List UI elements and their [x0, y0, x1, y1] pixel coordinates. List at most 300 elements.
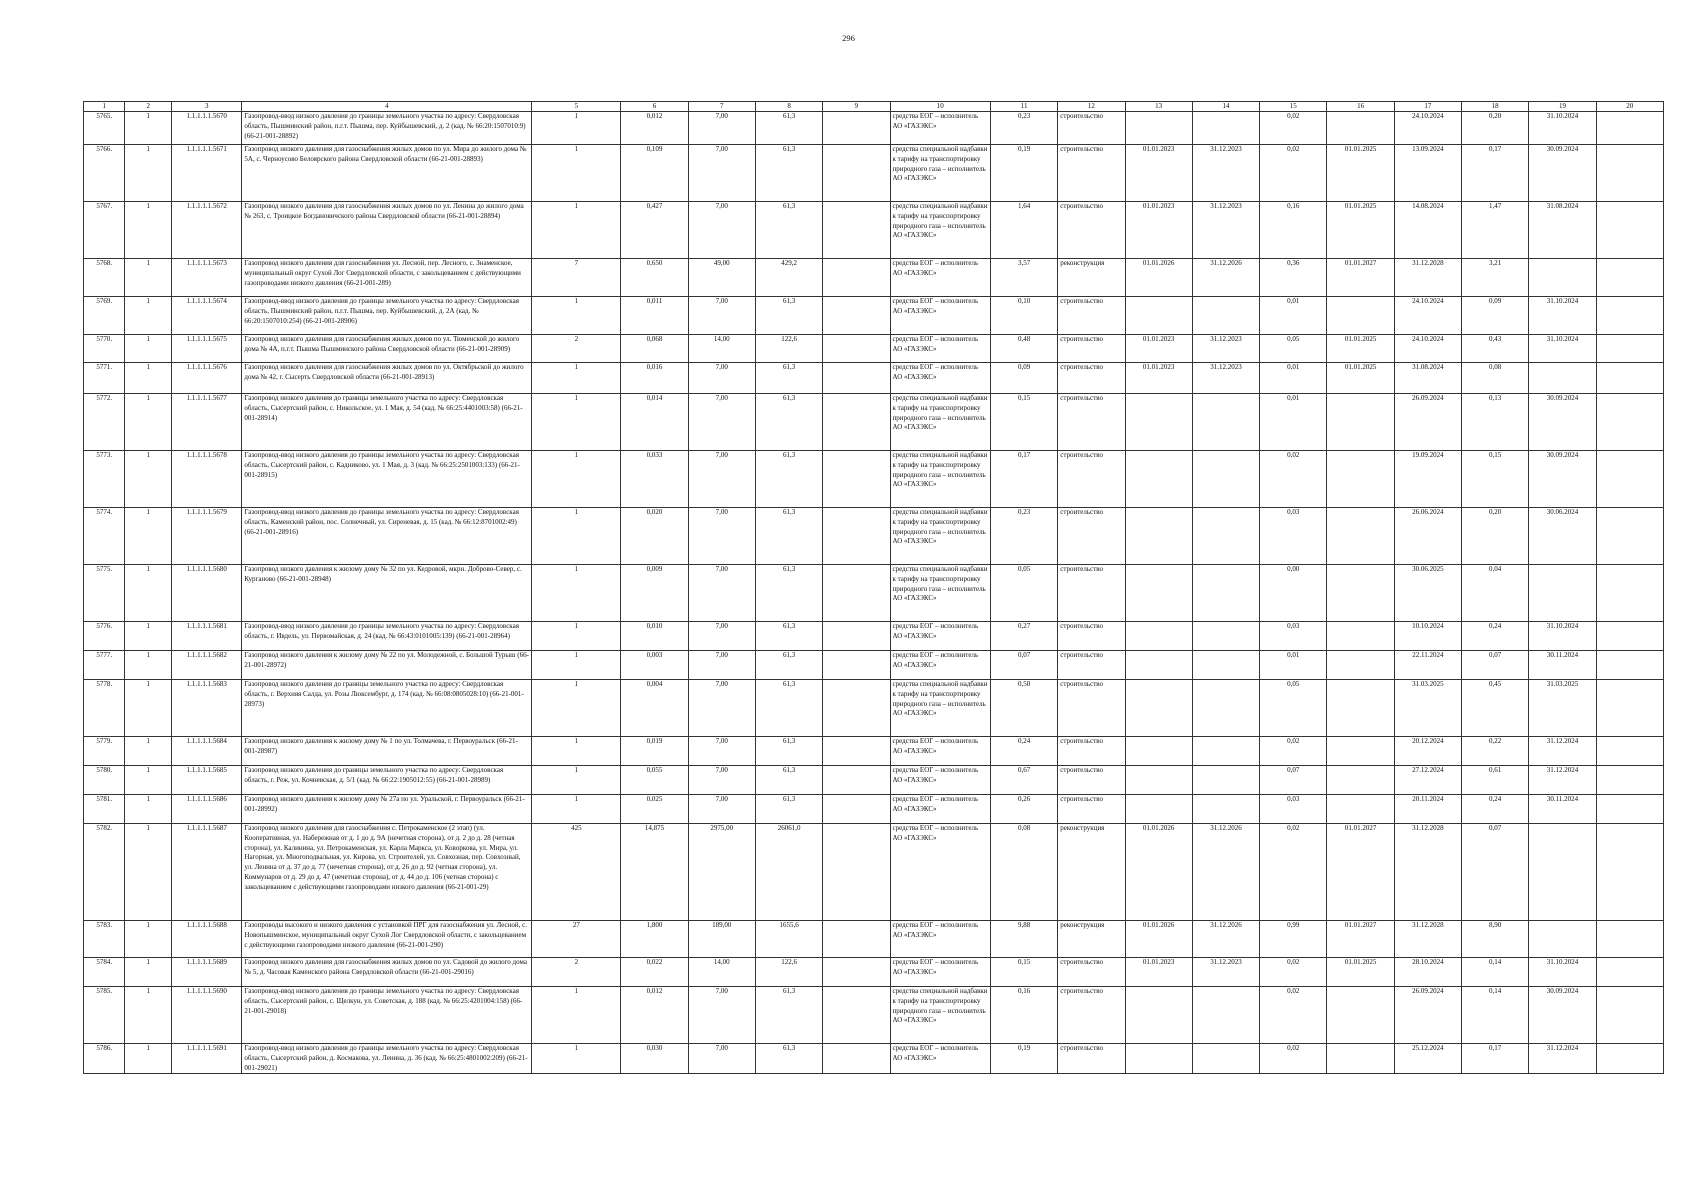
cell-col-10: средства специальной надбавки к тарифу на транспортировку природного газа – исполнитель АО «ГАЗЭКС» — [890, 451, 990, 508]
cell-col-16: 01.01.2025 — [1327, 335, 1394, 363]
cell-col-19 — [1529, 565, 1596, 622]
cell-col-7: 7,00 — [688, 508, 755, 565]
cell-col-16 — [1327, 795, 1394, 824]
cell-col-19: 30.09.2024 — [1529, 451, 1596, 508]
cell-col-9 — [823, 1044, 890, 1074]
cell-col-10: средства ЕОГ – исполнитель АО «ГАЗЭКС» — [890, 363, 990, 394]
cell-col-14 — [1192, 565, 1259, 622]
cell-col-17: 31.12.2028 — [1394, 824, 1461, 921]
cell-col-15: 0,01 — [1260, 651, 1327, 680]
cell-col-5: 1 — [532, 565, 621, 622]
cell-col-9 — [823, 508, 890, 565]
cell-col-16 — [1327, 297, 1394, 335]
cell-col-2: 1 — [125, 766, 172, 795]
cell-col-1: 5777. — [84, 651, 125, 680]
cell-col-5: 1 — [532, 363, 621, 394]
cell-col-4: Газопровод низкого давления для газоснабжения жилых домов по ул. Октябрьской до жилого дома № 42, г. Сысерть Свердловской области (66-21-001-28913) — [242, 363, 532, 394]
cell-col-16 — [1327, 651, 1394, 680]
cell-col-13: 01.01.2023 — [1125, 202, 1192, 259]
cell-col-13: 01.01.2026 — [1125, 824, 1192, 921]
cell-col-11: 0,19 — [990, 145, 1057, 202]
cell-col-1: 5780. — [84, 766, 125, 795]
cell-col-16 — [1327, 987, 1394, 1044]
cell-col-19: 31.03.2025 — [1529, 680, 1596, 737]
cell-col-10: средства специальной надбавки к тарифу на транспортировку природного газа – исполнитель АО «ГАЗЭКС» — [890, 145, 990, 202]
cell-col-8: 61,3 — [755, 1044, 822, 1074]
cell-col-11: 0,23 — [990, 508, 1057, 565]
cell-col-2: 1 — [125, 335, 172, 363]
table-row — [84, 622, 1664, 651]
cell-col-9 — [823, 363, 890, 394]
cell-col-4: Газопровод-ввод низкого давления до границы земельного участка по адресу: Свердловская область, Пышминский район, п.г.т. Пышма, пер. Куйбышевский, д. 2А (кад. № 66:20:1507010:254) (66-21-001-28906) — [242, 297, 532, 335]
cell-col-10: средства специальной надбавки к тарифу на транспортировку природного газа – исполнитель АО «ГАЗЭКС» — [890, 508, 990, 565]
cell-col-19 — [1529, 259, 1596, 297]
cell-col-1: 5766. — [84, 145, 125, 202]
cell-col-11: 0,50 — [990, 680, 1057, 737]
cell-col-9 — [823, 795, 890, 824]
cell-col-8: 122,6 — [755, 958, 822, 987]
cell-col-11: 0,15 — [990, 958, 1057, 987]
cell-col-15: 0,02 — [1260, 824, 1327, 921]
cell-col-7: 7,00 — [688, 565, 755, 622]
cell-col-1: 5783. — [84, 921, 125, 958]
cell-col-4: Газопровод низкого давления для газоснабжения с. Петрокаменское (2 этап) (ул. Кооперативная, ул. Набережная от д. 1 до д. 9А (нечетная сторона), от д. 2 до д. 28 (четная сторона), ул. Калинина, ул. Петрокаменская, ул. Карла Маркса, ул. Коворкова, ул. Мира, ул. Нагорная, ул. Многоподвальная, ул. Кирова, ул. Строителей, ул. Совхозная, пер. Совхозный, ул. Ленина от д. 37 до д. 77 (нечетная сторона), от д. 26 до д. 92 (четная сторона), ул. Коммунаров от д. 29 до д. 47 (нечетная сторона), от д. 44 до д. 106 (четная сторона) с закольцеванием с действующими газопроводами низкого давления (66-21-001-29) — [242, 824, 532, 921]
cell-col-6: 0,109 — [621, 145, 688, 202]
cell-col-1: 5785. — [84, 987, 125, 1044]
cell-col-16 — [1327, 1044, 1394, 1074]
cell-col-16 — [1327, 680, 1394, 737]
cell-col-12: строительство — [1058, 622, 1125, 651]
cell-col-5: 425 — [532, 824, 621, 921]
cell-col-15: 0,02 — [1260, 145, 1327, 202]
cell-col-14 — [1192, 508, 1259, 565]
cell-col-1: 5767. — [84, 202, 125, 259]
cell-col-9 — [823, 145, 890, 202]
cell-col-20 — [1596, 363, 1663, 394]
cell-col-19: 31.12.2024 — [1529, 1044, 1596, 1074]
cell-col-2: 1 — [125, 622, 172, 651]
cell-col-19: 31.10.2024 — [1529, 297, 1596, 335]
column-header-7: 7 — [688, 102, 755, 112]
cell-col-13 — [1125, 394, 1192, 451]
cell-col-2: 1 — [125, 297, 172, 335]
cell-col-8: 61,3 — [755, 508, 822, 565]
cell-col-5: 1 — [532, 795, 621, 824]
cell-col-19: 30.06.2024 — [1529, 508, 1596, 565]
cell-col-10: средства специальной надбавки к тарифу на транспортировку природного газа – исполнитель АО «ГАЗЭКС» — [890, 987, 990, 1044]
cell-col-10: средства ЕОГ – исполнитель АО «ГАЗЭКС» — [890, 112, 990, 145]
cell-col-1: 5778. — [84, 680, 125, 737]
cell-col-18: 3,21 — [1462, 259, 1529, 297]
cell-col-17: 31.12.2028 — [1394, 921, 1461, 958]
cell-col-11: 0,09 — [990, 363, 1057, 394]
cell-col-12: строительство — [1058, 451, 1125, 508]
cell-col-5: 1 — [532, 651, 621, 680]
cell-col-7: 7,00 — [688, 145, 755, 202]
cell-col-20 — [1596, 145, 1663, 202]
cell-col-14 — [1192, 394, 1259, 451]
cell-col-17: 28.10.2024 — [1394, 958, 1461, 987]
cell-col-9 — [823, 112, 890, 145]
cell-col-3: 1.1.1.1.1.5672 — [171, 202, 241, 259]
cell-col-10: средства ЕОГ – исполнитель АО «ГАЗЭКС» — [890, 297, 990, 335]
cell-col-1: 5774. — [84, 508, 125, 565]
cell-col-14: 31.12.2026 — [1192, 921, 1259, 958]
table-row — [84, 680, 1664, 737]
cell-col-4: Газопровод-ввод низкого давления до границы земельного участка по адресу: Свердловская область, Пышминский район, п.г.т. Пышма, пер. Куйбышевский, д. 2 (кад. № 66:20:1507010:9) (66-21-001-28892) — [242, 112, 532, 145]
column-header-3: 3 — [171, 102, 241, 112]
cell-col-17: 31.08.2024 — [1394, 363, 1461, 394]
cell-col-9 — [823, 622, 890, 651]
cell-col-3: 1.1.1.1.1.5686 — [171, 795, 241, 824]
cell-col-11: 0,16 — [990, 987, 1057, 1044]
column-header-5: 5 — [532, 102, 621, 112]
cell-col-17: 10.10.2024 — [1394, 622, 1461, 651]
cell-col-9 — [823, 766, 890, 795]
cell-col-17: 25.12.2024 — [1394, 1044, 1461, 1074]
cell-col-2: 1 — [125, 737, 172, 766]
cell-col-18: 0,20 — [1462, 508, 1529, 565]
cell-col-13 — [1125, 766, 1192, 795]
cell-col-5: 1 — [532, 680, 621, 737]
cell-col-19: 31.10.2024 — [1529, 958, 1596, 987]
cell-col-2: 1 — [125, 508, 172, 565]
cell-col-15: 0,00 — [1260, 565, 1327, 622]
cell-col-8: 61,3 — [755, 202, 822, 259]
cell-col-2: 1 — [125, 680, 172, 737]
cell-col-4: Газопровод-ввод низкого давления до границы земельного участка по адресу: Свердловская область, Сысертский район, с. Щелкун, ул. Советская, д. 188 (кад. № 66:25:4201004:158) (66-21-001-29018) — [242, 987, 532, 1044]
cell-col-6: 0,020 — [621, 508, 688, 565]
cell-col-7: 7,00 — [688, 363, 755, 394]
cell-col-19: 31.10.2024 — [1529, 622, 1596, 651]
column-header-16: 16 — [1327, 102, 1394, 112]
cell-col-9 — [823, 680, 890, 737]
cell-col-8: 429,2 — [755, 259, 822, 297]
cell-col-3: 1.1.1.1.1.5674 — [171, 297, 241, 335]
cell-col-11: 1,64 — [990, 202, 1057, 259]
cell-col-15: 0,16 — [1260, 202, 1327, 259]
table-row — [84, 145, 1664, 202]
cell-col-9 — [823, 737, 890, 766]
cell-col-7: 7,00 — [688, 651, 755, 680]
cell-col-3: 1.1.1.1.1.5689 — [171, 958, 241, 987]
cell-col-3: 1.1.1.1.1.5681 — [171, 622, 241, 651]
cell-col-1: 5782. — [84, 824, 125, 921]
cell-col-13 — [1125, 651, 1192, 680]
cell-col-13 — [1125, 987, 1192, 1044]
column-header-8: 8 — [755, 102, 822, 112]
cell-col-2: 1 — [125, 394, 172, 451]
cell-col-14: 31.12.2023 — [1192, 363, 1259, 394]
cell-col-8: 61,3 — [755, 737, 822, 766]
cell-col-13: 01.01.2026 — [1125, 259, 1192, 297]
cell-col-13 — [1125, 1044, 1192, 1074]
cell-col-20 — [1596, 335, 1663, 363]
cell-col-16 — [1327, 622, 1394, 651]
cell-col-19 — [1529, 363, 1596, 394]
column-number-row — [84, 102, 1664, 112]
cell-col-12: строительство — [1058, 565, 1125, 622]
cell-col-5: 1 — [532, 766, 621, 795]
cell-col-7: 7,00 — [688, 394, 755, 451]
cell-col-2: 1 — [125, 363, 172, 394]
cell-col-15: 0,99 — [1260, 921, 1327, 958]
cell-col-19: 31.10.2024 — [1529, 335, 1596, 363]
cell-col-8: 1655,6 — [755, 921, 822, 958]
cell-col-20 — [1596, 680, 1663, 737]
cell-col-11: 0,19 — [990, 1044, 1057, 1074]
cell-col-13 — [1125, 112, 1192, 145]
cell-col-20 — [1596, 766, 1663, 795]
cell-col-3: 1.1.1.1.1.5685 — [171, 766, 241, 795]
cell-col-5: 1 — [532, 112, 621, 145]
cell-col-4: Газопровод-ввод низкого давления до границы земельного участка по адресу: Свердловская область, Каменский район, пос. Солнечный, ул. Сиреневая, д. 15 (кад. № 66:12:8701002:49) (66-21-001-28916) — [242, 508, 532, 565]
cell-col-6: 0,012 — [621, 112, 688, 145]
cell-col-17: 20.12.2024 — [1394, 737, 1461, 766]
table-row — [84, 202, 1664, 259]
cell-col-3: 1.1.1.1.1.5673 — [171, 259, 241, 297]
cell-col-7: 2975,00 — [688, 824, 755, 921]
table-row — [84, 766, 1664, 795]
cell-col-7: 7,00 — [688, 622, 755, 651]
cell-col-9 — [823, 202, 890, 259]
cell-col-19: 30.11.2024 — [1529, 795, 1596, 824]
cell-col-11: 0,26 — [990, 795, 1057, 824]
cell-col-12: строительство — [1058, 202, 1125, 259]
cell-col-1: 5779. — [84, 737, 125, 766]
cell-col-20 — [1596, 451, 1663, 508]
cell-col-11: 0,24 — [990, 737, 1057, 766]
cell-col-14 — [1192, 451, 1259, 508]
cell-col-18: 0,13 — [1462, 394, 1529, 451]
cell-col-2: 1 — [125, 1044, 172, 1074]
cell-col-9 — [823, 565, 890, 622]
cell-col-13: 01.01.2023 — [1125, 145, 1192, 202]
cell-col-4: Газопровод низкого давления до границы земельного участка по адресу: Свердловская область, Сысертский район, с. Никольское, ул. 1 Мая, д. 54 (кад. № 66:25:4401003:58) (66-21-001-28914) — [242, 394, 532, 451]
cell-col-9 — [823, 651, 890, 680]
cell-col-10: средства ЕОГ – исполнитель АО «ГАЗЭКС» — [890, 622, 990, 651]
cell-col-1: 5784. — [84, 958, 125, 987]
cell-col-10: средства специальной надбавки к тарифу на транспортировку природного газа – исполнитель АО «ГАЗЭКС» — [890, 565, 990, 622]
cell-col-12: строительство — [1058, 363, 1125, 394]
cell-col-12: строительство — [1058, 987, 1125, 1044]
cell-col-17: 19.09.2024 — [1394, 451, 1461, 508]
cell-col-11: 9,88 — [990, 921, 1057, 958]
cell-col-12: строительство — [1058, 508, 1125, 565]
cell-col-11: 0,23 — [990, 112, 1057, 145]
cell-col-3: 1.1.1.1.1.5680 — [171, 565, 241, 622]
cell-col-4: Газопровод низкого давления для газоснабжения жилых домов по ул. Ленина до жилого дома № 263, с. Троицкое Богдановичского района Свердловской области (66-21-001-28894) — [242, 202, 532, 259]
cell-col-15: 0,01 — [1260, 394, 1327, 451]
cell-col-20 — [1596, 394, 1663, 451]
cell-col-6: 0,055 — [621, 766, 688, 795]
cell-col-16 — [1327, 112, 1394, 145]
cell-col-4: Газопровод низкого давления к жилому дому № 22 по ул. Молодежной, с. Большой Турыш (66-21-001-28972) — [242, 651, 532, 680]
column-header-11: 11 — [990, 102, 1057, 112]
cell-col-8: 61,3 — [755, 680, 822, 737]
cell-col-7: 14,00 — [688, 335, 755, 363]
column-header-2: 2 — [125, 102, 172, 112]
cell-col-8: 61,3 — [755, 451, 822, 508]
cell-col-6: 0,068 — [621, 335, 688, 363]
cell-col-17: 26.09.2024 — [1394, 394, 1461, 451]
cell-col-15: 0,02 — [1260, 958, 1327, 987]
cell-col-14 — [1192, 112, 1259, 145]
cell-col-11: 0,10 — [990, 297, 1057, 335]
register-table — [83, 101, 1664, 1074]
cell-col-2: 1 — [125, 795, 172, 824]
column-header-17: 17 — [1394, 102, 1461, 112]
cell-col-15: 0,03 — [1260, 508, 1327, 565]
cell-col-20 — [1596, 958, 1663, 987]
cell-col-13: 01.01.2026 — [1125, 921, 1192, 958]
cell-col-11: 0,67 — [990, 766, 1057, 795]
cell-col-4: Газопровод низкого давления к жилому дому № 1 по ул. Толмачева, г. Первоуральск (66-21-001-28987) — [242, 737, 532, 766]
cell-col-18: 8,90 — [1462, 921, 1529, 958]
cell-col-17: 26.09.2024 — [1394, 987, 1461, 1044]
cell-col-3: 1.1.1.1.1.5670 — [171, 112, 241, 145]
table-row — [84, 651, 1664, 680]
cell-col-20 — [1596, 622, 1663, 651]
cell-col-1: 5772. — [84, 394, 125, 451]
cell-col-12: строительство — [1058, 795, 1125, 824]
cell-col-10: средства ЕОГ – исполнитель АО «ГАЗЭКС» — [890, 958, 990, 987]
cell-col-6: 0,022 — [621, 958, 688, 987]
cell-col-9 — [823, 259, 890, 297]
cell-col-8: 61,3 — [755, 795, 822, 824]
cell-col-8: 61,3 — [755, 145, 822, 202]
cell-col-5: 27 — [532, 921, 621, 958]
cell-col-12: строительство — [1058, 335, 1125, 363]
cell-col-18: 0,08 — [1462, 363, 1529, 394]
cell-col-20 — [1596, 297, 1663, 335]
cell-col-15: 0,07 — [1260, 766, 1327, 795]
cell-col-7: 7,00 — [688, 451, 755, 508]
cell-col-5: 7 — [532, 259, 621, 297]
cell-col-18: 0,45 — [1462, 680, 1529, 737]
cell-col-2: 1 — [125, 987, 172, 1044]
cell-col-20 — [1596, 202, 1663, 259]
table-row — [84, 921, 1664, 958]
cell-col-20 — [1596, 824, 1663, 921]
cell-col-7: 7,00 — [688, 766, 755, 795]
table-row — [84, 987, 1664, 1044]
cell-col-1: 5781. — [84, 795, 125, 824]
table-row — [84, 297, 1664, 335]
cell-col-2: 1 — [125, 145, 172, 202]
cell-col-13: 01.01.2023 — [1125, 335, 1192, 363]
cell-col-5: 1 — [532, 622, 621, 651]
cell-col-18: 0,43 — [1462, 335, 1529, 363]
table-row — [84, 335, 1664, 363]
cell-col-3: 1.1.1.1.1.5676 — [171, 363, 241, 394]
table-row — [84, 958, 1664, 987]
table-body — [84, 112, 1664, 1074]
cell-col-12: строительство — [1058, 112, 1125, 145]
cell-col-17: 13.09.2024 — [1394, 145, 1461, 202]
cell-col-10: средства ЕОГ – исполнитель АО «ГАЗЭКС» — [890, 824, 990, 921]
cell-col-18: 0,09 — [1462, 297, 1529, 335]
cell-col-20 — [1596, 651, 1663, 680]
cell-col-11: 3,57 — [990, 259, 1057, 297]
cell-col-15: 0,01 — [1260, 363, 1327, 394]
cell-col-10: средства специальной надбавки к тарифу на транспортировку природного газа – исполнитель АО «ГАЗЭКС» — [890, 202, 990, 259]
cell-col-6: 0,011 — [621, 297, 688, 335]
cell-col-20 — [1596, 112, 1663, 145]
cell-col-18: 0,20 — [1462, 112, 1529, 145]
cell-col-4: Газопровод низкого давления для газоснабжения жилых домов по ул. Садовой до жилого дома № 5, д. Часовая Каменского района Свердловской области (66-21-001-29016) — [242, 958, 532, 987]
cell-col-10: средства ЕОГ – исполнитель АО «ГАЗЭКС» — [890, 1044, 990, 1074]
cell-col-19 — [1529, 921, 1596, 958]
cell-col-14 — [1192, 1044, 1259, 1074]
cell-col-14 — [1192, 737, 1259, 766]
cell-col-16: 01.01.2025 — [1327, 363, 1394, 394]
cell-col-13 — [1125, 297, 1192, 335]
cell-col-16: 01.01.2025 — [1327, 145, 1394, 202]
cell-col-11: 0,05 — [990, 565, 1057, 622]
cell-col-14 — [1192, 766, 1259, 795]
cell-col-12: реконструкция — [1058, 259, 1125, 297]
cell-col-4: Газопровод-ввод низкого давления до границы земельного участка по адресу: Свердловская область, Сысертский район, с. Кадниково, ул. 1 Мая, д. 3 (кад. № 66:25:2501003:133) (66-21-001-28915) — [242, 451, 532, 508]
cell-col-1: 5770. — [84, 335, 125, 363]
cell-col-9 — [823, 451, 890, 508]
cell-col-18: 0,17 — [1462, 145, 1529, 202]
cell-col-6: 14,875 — [621, 824, 688, 921]
cell-col-7: 7,00 — [688, 987, 755, 1044]
cell-col-8: 61,3 — [755, 363, 822, 394]
cell-col-13 — [1125, 622, 1192, 651]
cell-col-4: Газопровод низкого давления для газоснабжения жилых домов по ул. Тюменской до жилого дома № 4А, п.г.т. Пышма Пышминского района Свердловской области (66-21-001-28909) — [242, 335, 532, 363]
cell-col-8: 61,3 — [755, 651, 822, 680]
cell-col-14 — [1192, 297, 1259, 335]
cell-col-7: 7,00 — [688, 297, 755, 335]
cell-col-8: 122,6 — [755, 335, 822, 363]
cell-col-8: 61,3 — [755, 394, 822, 451]
cell-col-17: 14.08.2024 — [1394, 202, 1461, 259]
table-row — [84, 394, 1664, 451]
cell-col-15: 0,02 — [1260, 451, 1327, 508]
cell-col-7: 14,00 — [688, 958, 755, 987]
table-row — [84, 565, 1664, 622]
column-header-19: 19 — [1529, 102, 1596, 112]
cell-col-8: 61,3 — [755, 622, 822, 651]
cell-col-10: средства ЕОГ – исполнитель АО «ГАЗЭКС» — [890, 921, 990, 958]
cell-col-14 — [1192, 680, 1259, 737]
cell-col-3: 1.1.1.1.1.5675 — [171, 335, 241, 363]
cell-col-18: 0,17 — [1462, 1044, 1529, 1074]
cell-col-12: реконструкция — [1058, 824, 1125, 921]
cell-col-5: 1 — [532, 737, 621, 766]
cell-col-16 — [1327, 737, 1394, 766]
cell-col-17: 20.11.2024 — [1394, 795, 1461, 824]
cell-col-5: 1 — [532, 394, 621, 451]
cell-col-4: Газопровод низкого давления к жилому дому № 27а по ул. Уральской, г. Первоуральск (66-21-001-28992) — [242, 795, 532, 824]
cell-col-14: 31.12.2023 — [1192, 958, 1259, 987]
cell-col-19: 30.09.2024 — [1529, 394, 1596, 451]
cell-col-6: 0,014 — [621, 394, 688, 451]
cell-col-14: 31.12.2023 — [1192, 335, 1259, 363]
table-row — [84, 795, 1664, 824]
cell-col-15: 0,03 — [1260, 622, 1327, 651]
cell-col-6: 0,012 — [621, 987, 688, 1044]
table-row — [84, 1044, 1664, 1074]
cell-col-8: 61,3 — [755, 987, 822, 1044]
cell-col-7: 7,00 — [688, 202, 755, 259]
cell-col-15: 0,02 — [1260, 737, 1327, 766]
cell-col-10: средства ЕОГ – исполнитель АО «ГАЗЭКС» — [890, 651, 990, 680]
cell-col-8: 26061,0 — [755, 824, 822, 921]
table-row — [84, 363, 1664, 394]
